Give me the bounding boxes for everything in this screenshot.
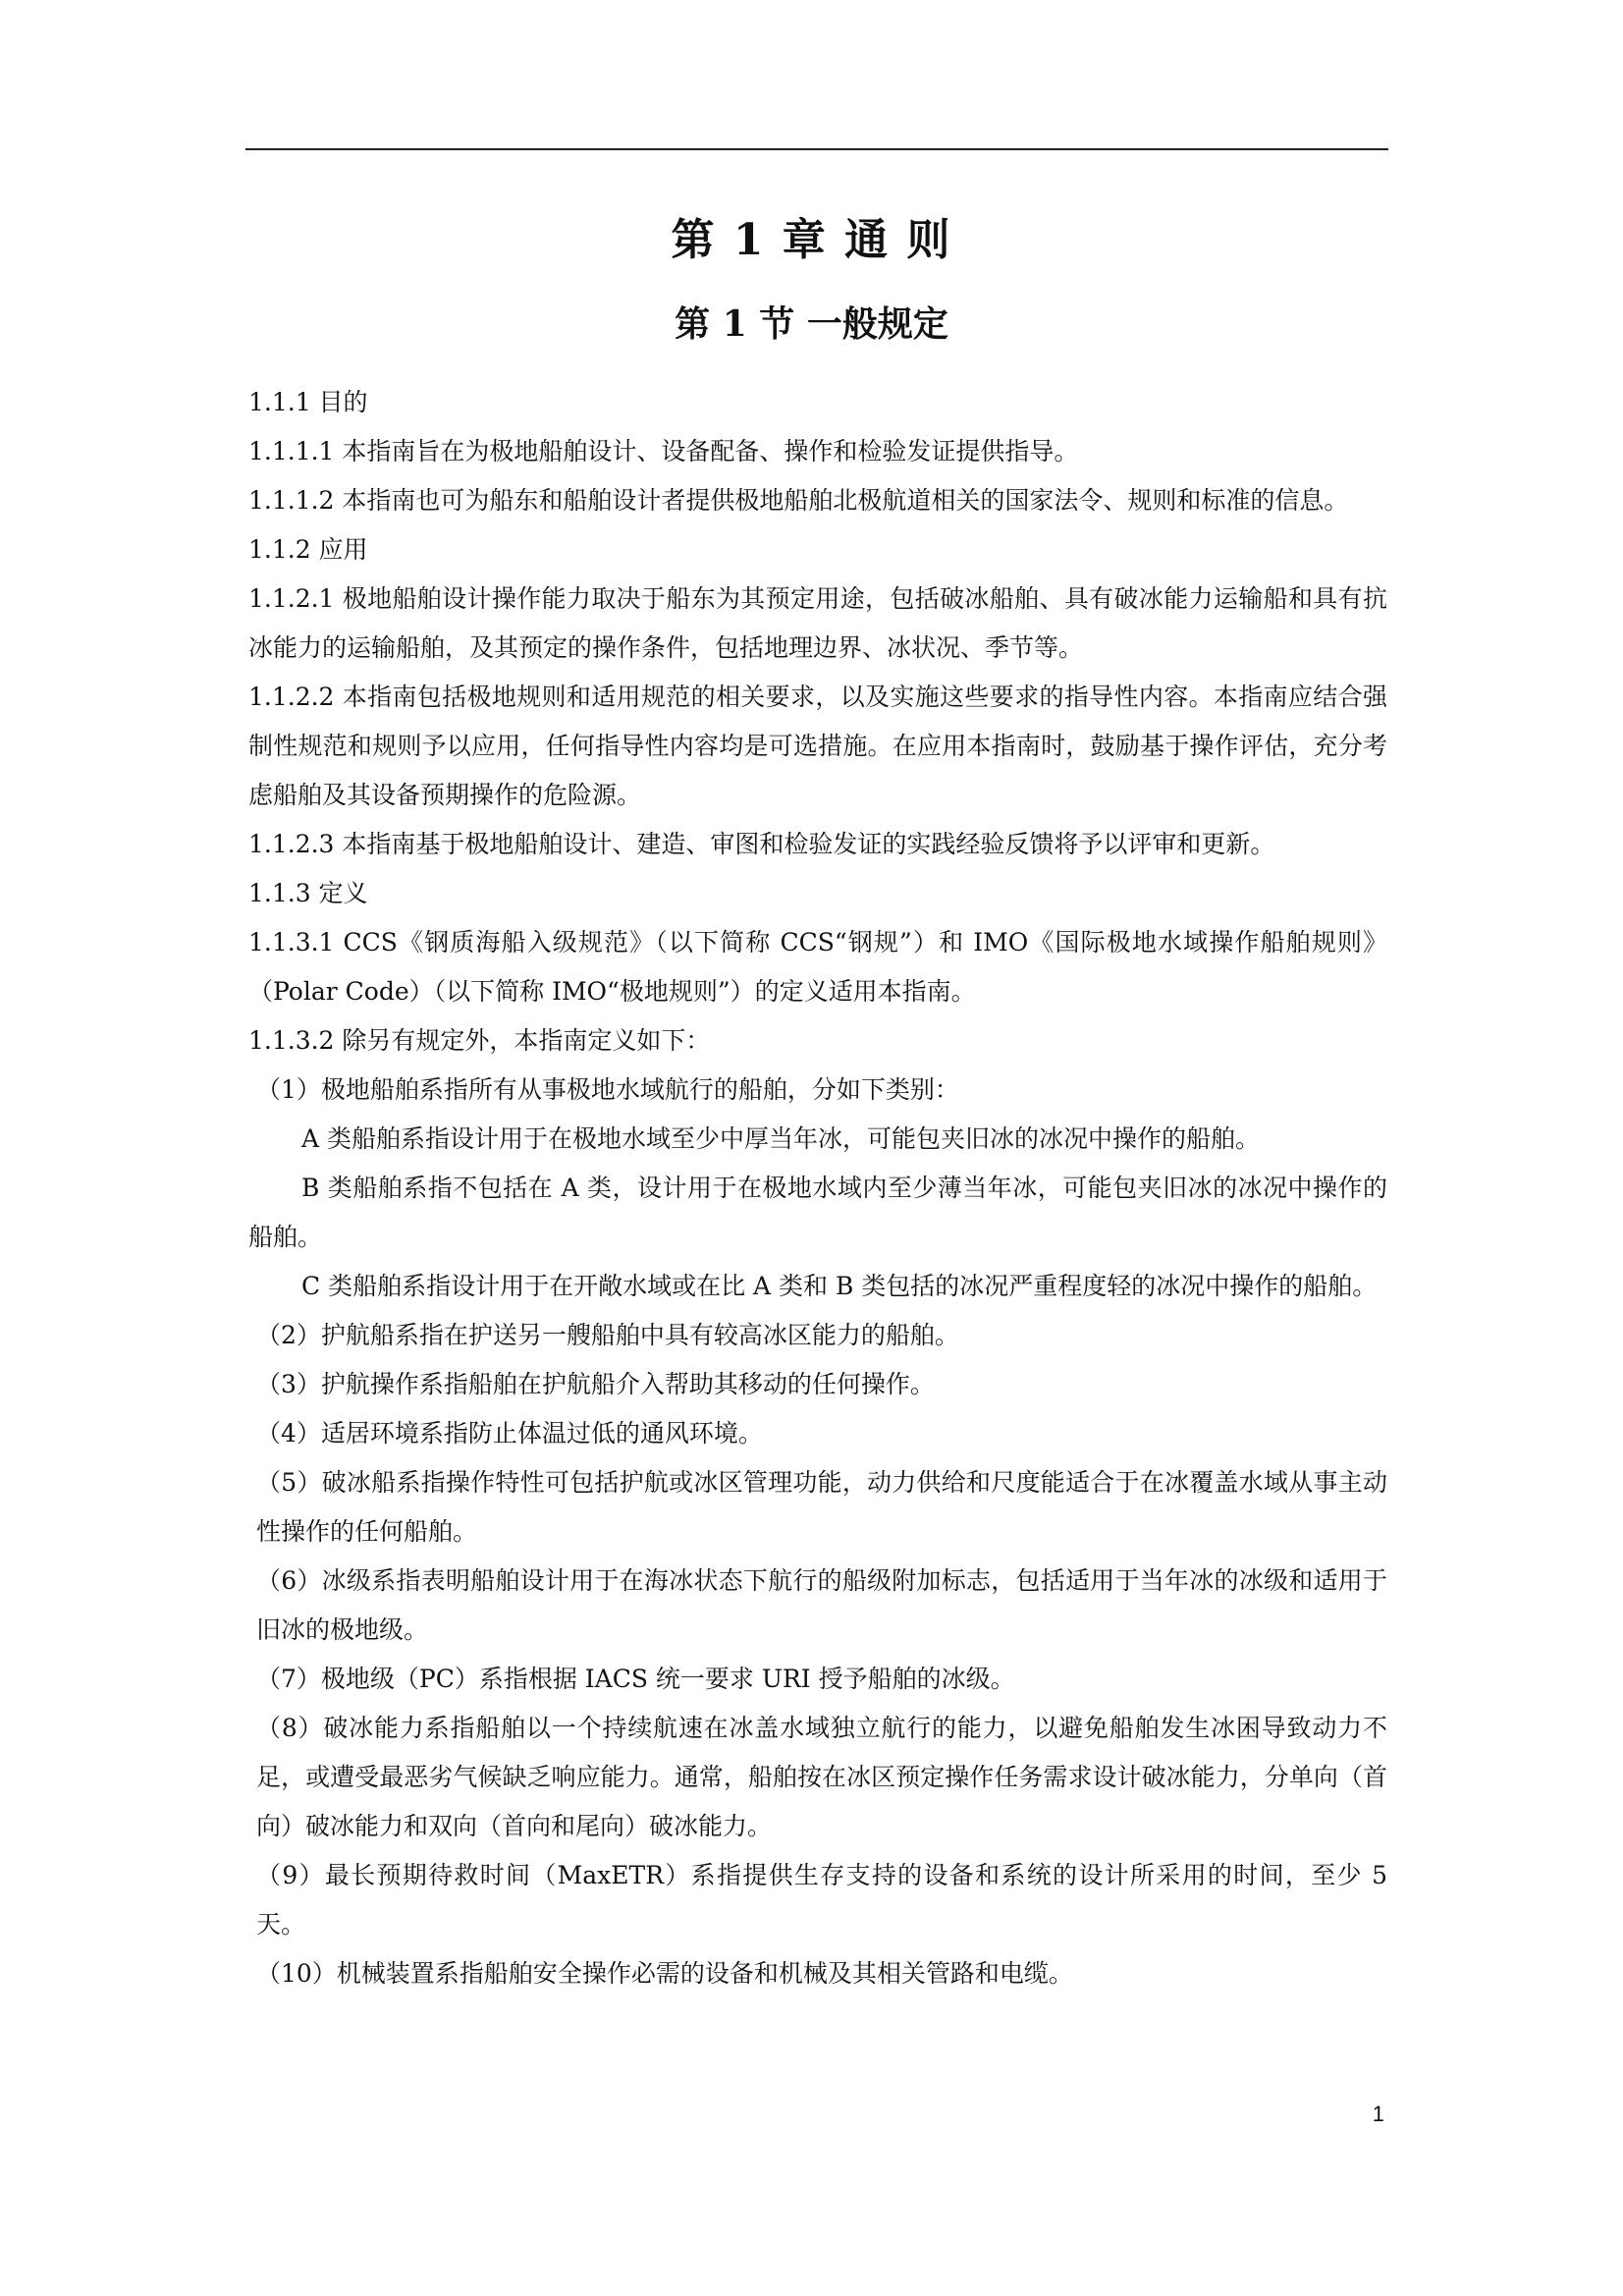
paragraph: B 类船舶系指不包括在 A 类，设计用于在极地水域内至少薄当年冰，可能包夹旧冰的冰况中操作的船舶。: [248, 1174, 1387, 1251]
paragraph: 1.1.1.1 本指南旨在为极地船舶设计、设备配备、操作和检验发证提供指导。: [248, 437, 1079, 465]
paragraph: 1.1.2.2 本指南包括极地规则和适用规范的相关要求，以及实施这些要求的指导性内容。本指南应结合强制性规范和规则予以应用，任何指导性内容均是可选措施。在应用本指南时，鼓励基于操作评估，充分考虑船舶及其设备预期操作的危险源。: [248, 683, 1387, 809]
paragraph: （2）护航船系指在护送另一艘船舶中具有较高冰区能力的船舶。: [256, 1321, 959, 1349]
paragraph: （10）机械装置系指船舶安全操作必需的设备和机械及其相关管路和电缆。: [256, 1959, 1073, 1988]
paragraph: 1.1.3 定义: [248, 879, 368, 907]
chapter-title: 第 1 章 通 则: [671, 215, 952, 265]
paragraph: （6）冰级系指表明船舶设计用于在海冰状态下航行的船级附加标志，包括适用于当年冰的冰级和适用于旧冰的极地级。: [256, 1566, 1387, 1644]
paragraph: （8）破冰能力系指船舶以一个持续航速在冰盖水域独立航行的能力，以避免船舶发生冰困导致动力不足，或遭受最恶劣气候缺乏响应能力。通常，船舶按在冰区预定操作任务需求设计破冰能力，分单向（首向）破冰能力和双向（首向和尾向）破冰能力。: [256, 1714, 1387, 1840]
paragraph: 1.1.2 应用: [248, 535, 368, 564]
page-number: 1: [1372, 2102, 1384, 2126]
paragraph: 1.1.1 目的: [248, 388, 368, 416]
paragraph: C 类船舶系指设计用于在开敞水域或在比 A 类和 B 类包括的冰况严重程度轻的冰况中操作的船舶。: [301, 1272, 1378, 1300]
paragraph: （4）适居环境系指防止体温过低的通风环境。: [256, 1419, 763, 1448]
paragraph: 1.1.2.3 本指南基于极地船舶设计、建造、审图和检验发证的实践经验反馈将予以评审和更新。: [248, 830, 1275, 858]
paragraph: （7）极地级（PC）系指根据 IACS 统一要求 URI 授予船舶的冰级。: [256, 1665, 1015, 1693]
paragraph: （3）护航操作系指船舶在护航船介入帮助其移动的任何操作。: [256, 1370, 935, 1398]
paragraph: （5）破冰船系指操作特性可包括护航或冰区管理功能，动力供给和尺度能适合于在冰覆盖水域从事主动性操作的任何船舶。: [256, 1468, 1387, 1546]
paragraph: （1）极地船舶系指所有从事极地水域航行的船舶，分如下类别：: [256, 1075, 959, 1104]
section-title: 第 1 节 一般规定: [675, 303, 948, 345]
paragraph: A 类船舶系指设计用于在极地水域至少中厚当年冰，可能包夹旧冰的冰况中操作的船舶。: [301, 1124, 1261, 1153]
header-rule: [245, 148, 1388, 150]
paragraph: 1.1.2.1 极地船舶设计操作能力取决于船东为其预定用途，包括破冰船舶、具有破冰能力运输船和具有抗冰能力的运输船舶，及其预定的操作条件，包括地理边界、冰状况、季节等。: [248, 584, 1387, 662]
paragraph: 1.1.3.1 CCS《钢质海船入级规范》（以下简称 CCS“钢规”）和 IMO《国际极地水域操作船舶规则》（Polar Code）（以下简称 IMO“极地规则”）的定义适用本指南。: [248, 928, 1387, 1006]
document-body: [248, 378, 1387, 1998]
paragraph: 1.1.3.2 除另有规定外，本指南定义如下：: [248, 1026, 711, 1055]
paragraph: （9）最长预期待救时间（MaxETR）系指提供生存支持的设备和系统的设计所采用的时间，至少 5 天。: [256, 1861, 1387, 1939]
paragraph: 1.1.1.2 本指南也可为船东和船舶设计者提供极地船舶北极航道相关的国家法令、规则和标准的信息。: [248, 486, 1349, 515]
